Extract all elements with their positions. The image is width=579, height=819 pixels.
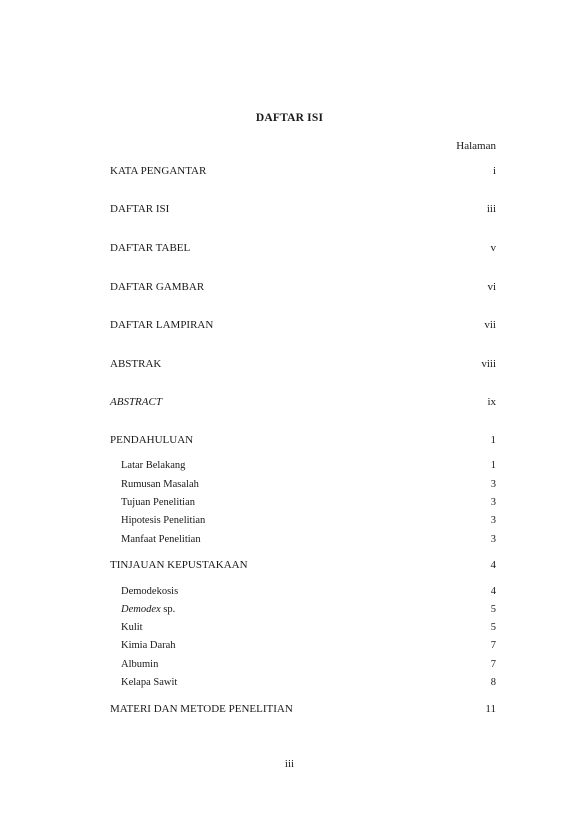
toc-entry-label-italic: Demodex — [121, 604, 161, 615]
toc-entry-daftar-lampiran — [110, 319, 496, 335]
toc-entry-daftar-isi — [110, 203, 496, 219]
toc-entry-label: Hipotesis Penelitian — [121, 515, 206, 526]
toc-entry-page: i — [492, 165, 496, 177]
page-title: DAFTAR ISI — [255, 112, 324, 124]
page-column-header: Halaman — [456, 140, 496, 152]
toc-entry-page: 4 — [490, 559, 496, 571]
toc-subentry-kelapa-sawit — [121, 677, 496, 693]
toc-entry-page: 3 — [490, 515, 496, 526]
toc-subentry-kimia-darah — [121, 640, 496, 656]
toc-entry-page: viii — [481, 358, 496, 370]
toc-entry-page: 3 — [490, 534, 496, 545]
toc-entry-page: vii — [484, 319, 496, 331]
toc-entry-label: KATA PENGANTAR — [110, 165, 207, 177]
toc-entry-tinjauan-kepustakaan — [110, 559, 496, 575]
toc-entry-label-rest: sp. — [160, 604, 176, 615]
toc-subentry-kulit — [121, 622, 496, 638]
toc-entry-label: Manfaat Penelitian — [121, 534, 201, 545]
toc-entry-page: 11 — [485, 703, 496, 715]
toc-entry-page: v — [490, 242, 496, 254]
toc-entry-page: 1 — [490, 434, 496, 446]
toc-subentry-manfaat-penelitian — [121, 534, 496, 550]
toc-entry-page: 7 — [490, 640, 496, 651]
toc-entry-label: Latar Belakang — [121, 460, 186, 471]
toc-subentry-demodex — [121, 604, 496, 620]
toc-entry-kata-pengantar — [110, 165, 496, 181]
toc-subentry-latar-belakang — [121, 460, 496, 476]
toc-entry-daftar-tabel — [110, 242, 496, 258]
toc-entry-page: 3 — [490, 479, 496, 490]
toc-entry-label: Kimia Darah — [121, 640, 176, 651]
toc-entry-daftar-gambar — [110, 281, 496, 297]
toc-entry-page: vi — [487, 281, 496, 293]
toc-entry-label: DAFTAR GAMBAR — [110, 281, 205, 293]
toc-entry-page: 5 — [490, 604, 496, 615]
toc-subentry-albumin — [121, 659, 496, 675]
toc-entry-page: 8 — [490, 677, 496, 688]
toc-subentry-hipotesis-penelitian — [121, 515, 496, 531]
toc-entry-label: ABSTRAK — [110, 358, 162, 370]
toc-entry-page: 5 — [490, 622, 496, 633]
toc-entry-materi-dan-metode — [110, 703, 496, 719]
toc-entry-label: TINJAUAN KEPUSTAKAAN — [110, 559, 248, 571]
toc-entry-label: Demodekosis — [121, 586, 179, 597]
toc-entry-pendahuluan — [110, 434, 496, 450]
toc-entry-page: 7 — [490, 659, 496, 670]
toc-entry-page: 4 — [490, 586, 496, 597]
toc-entry-label: PENDAHULUAN — [110, 434, 194, 446]
toc-entry-label: Albumin — [121, 659, 159, 670]
toc-subentry-demodekosis — [121, 586, 496, 602]
toc-entry-label — [121, 604, 175, 615]
toc-entry-abstract — [110, 396, 496, 412]
toc-entry-label: MATERI DAN METODE PENELITIAN — [110, 703, 293, 715]
toc-entry-label: Rumusan Masalah — [121, 479, 199, 490]
toc-entry-label: DAFTAR ISI — [110, 203, 170, 215]
toc-entry-page: 3 — [490, 497, 496, 508]
toc-entry-label: DAFTAR TABEL — [110, 242, 191, 254]
toc-entry-label: Kelapa Sawit — [121, 677, 178, 688]
toc-entry-label: DAFTAR LAMPIRAN — [110, 319, 214, 331]
toc-entry-page: 1 — [490, 460, 496, 471]
toc-entry-label: ABSTRACT — [110, 396, 162, 408]
toc-entry-label: Tujuan Penelitian — [121, 497, 195, 508]
toc-subentry-rumusan-masalah — [121, 479, 496, 495]
toc-entry-page: iii — [486, 203, 496, 215]
footer-page-number: iii — [284, 758, 295, 770]
toc-subentry-tujuan-penelitian — [121, 497, 496, 513]
toc-entry-abstrak — [110, 358, 496, 374]
toc-entry-label: Kulit — [121, 622, 143, 633]
toc-entry-page: ix — [487, 396, 496, 408]
